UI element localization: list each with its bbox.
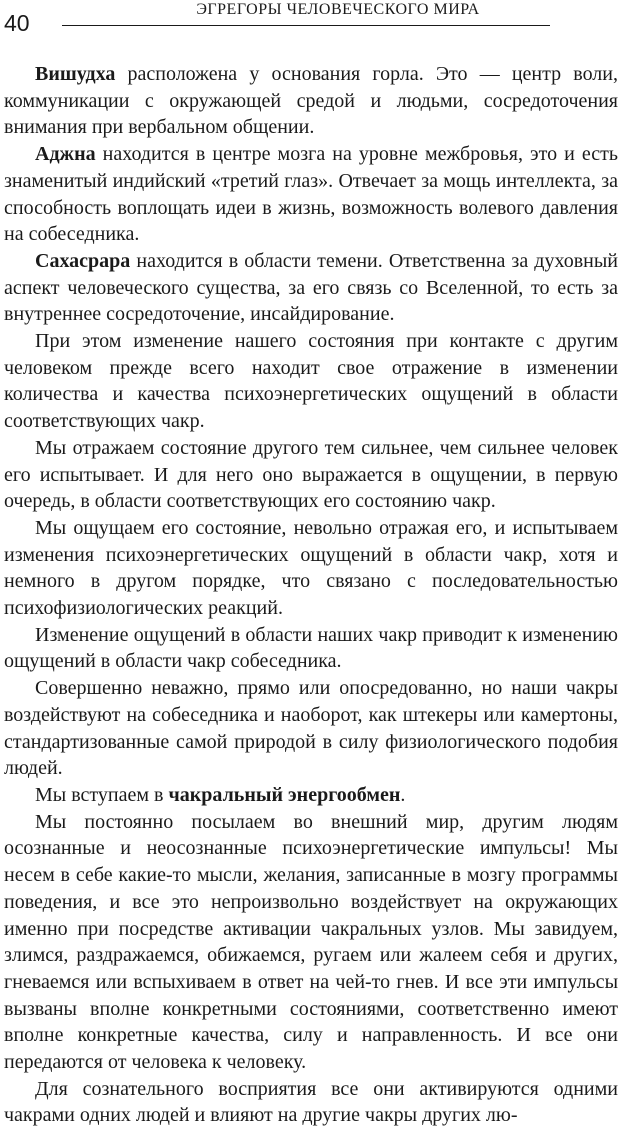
- paragraph-feel-state: Мы ощущаем его состояние, невольно отражая его, и испытываем изменения психоэнергетических ощущений в области чакр, хотя и немного в другом порядке, что связано с последовательностью психофизиологических реакций.: [4, 516, 618, 620]
- page-header: [0, 0, 620, 40]
- paragraph-sensation-change: Изменение ощущений в области наших чакр приводит к изменению ощущений в области чакр собеседника.: [4, 623, 618, 673]
- paragraph-conscious-perception: Для сознательного восприятия все они активируются одними чакрами одних людей и влияют на другие чакры других лю-: [4, 1077, 618, 1127]
- paragraph-chakras-influence: Совершенно неважно, прямо или опосредованно, но наши чакры воздействуют на собеседника и наоборот, как штекеры или камертоны, стандартизованные самой природой в силу физиологического подобия людей.: [4, 677, 618, 780]
- page-number: 40: [4, 10, 30, 36]
- paragraph-energy-exchange: Мы вступаем в чакральный энергообмен.: [35, 783, 406, 806]
- paragraph-ajna: Аджна находится в центре мозга на уровне межбровья, это и есть знаменитый индийский «третий глаз». Отвечает за мощь интеллекта, за способность воплощать идеи в жизнь, возможность волевого давления на собеседника.: [4, 143, 618, 246]
- term-sahasrara: Сахасрара: [35, 249, 131, 272]
- term-energy-exchange: чакральный энергообмен: [168, 783, 401, 806]
- term-ajna: Аджна: [35, 143, 96, 166]
- paragraph-sahasrara: Сахасрара находится в области темени. Ответственна за духовный аспект человеческого существа, за его связь со Вселенной, то есть за внутреннее сосредоточение, инсайдирование.: [4, 249, 618, 326]
- running-title: ЭГРЕГОРЫ ЧЕЛОВЕЧЕСКОГО МИРА: [196, 1, 480, 18]
- paragraph-reflect-state: Мы отражаем состояние другого тем сильнее, чем сильнее человек его испытывает. И для него оно выражается в ощущении, в первую очередь, в области соответствующих его состоянию чакр.: [4, 436, 618, 513]
- paragraph-vishuddha: Вишудха расположена у основания горла. Это — центр воли, коммуникации с окружающей средой и людьми, сосредоточения внимания при вербальном общении.: [4, 63, 618, 139]
- term-vishuddha: Вишудха: [35, 63, 116, 85]
- body-text: [4, 61, 618, 1129]
- paragraph-impulses: Мы постоянно посылаем во внешний мир, другим людям осознанные и неосознанные психоэнергетические импульсы! Мы несем в себе какие-то мысли, желания, записанные в мозгу программы поведения, и все это непроизвольно воздействует на окружающих именно при посредстве активации чакральных узлов. Мы завидуем, злимся, раздражаемся, обижаемся, ругаем или жалеем себя и других, гневаемся или вспыхиваем в ответ на чей-то гнев. И все эти импульсы вызваны вполне конкретными состояниями, соответственно имеют вполне конкретные качества, силу и направленность. И все они передаются от человека к человеку.: [4, 810, 618, 1074]
- paragraph-state-change: При этом изменение нашего состояния при контакте с другим человеком прежде всего находит свое отражение в изменении количества и качества психоэнергетических ощущений в области соответствующих чакр.: [4, 330, 618, 433]
- header-rule: [62, 25, 550, 26]
